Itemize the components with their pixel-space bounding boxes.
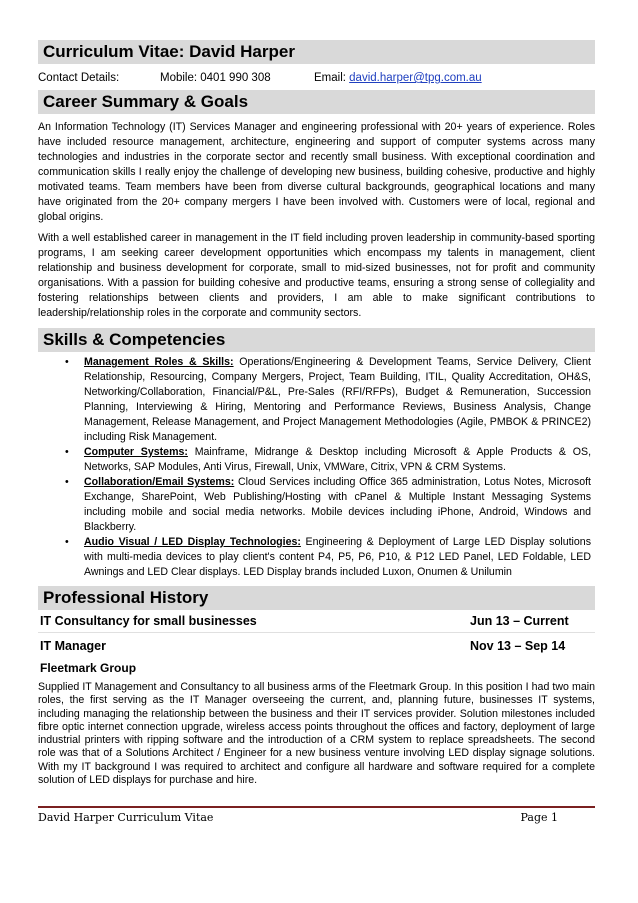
- skill-label: Audio Visual / LED Display Technologies:: [84, 536, 301, 548]
- skill-item: [38, 475, 591, 535]
- email-label: Email:: [314, 72, 350, 84]
- skill-label: Collaboration/Email Systems:: [84, 476, 235, 488]
- bullet-icon: •: [65, 356, 69, 368]
- footer-page-number: Page 1: [520, 811, 558, 824]
- career-summary-heading: Career Summary & Goals: [38, 90, 595, 114]
- role-dates: Nov 13 – Sep 14: [470, 639, 566, 653]
- bullet-icon: •: [65, 536, 69, 548]
- contact-label: Contact Details:: [38, 72, 120, 84]
- role-title: IT Manager: [40, 639, 106, 653]
- page-title: Curriculum Vitae: David Harper: [38, 40, 595, 64]
- page-footer: [38, 811, 558, 824]
- footer-doc-name: David Harper Curriculum Vitae: [38, 811, 214, 824]
- skill-text: Cloud Services including Office 365 administration, Lotus Notes, Microsoft Exchange, SharePoint, Web Publishing/Hosting with cPanel & Multiple Instant Messaging Systems including mobile and social media networks. Mobile devices including iPhone, Android, Windows and Blackberry.: [84, 476, 591, 533]
- skill-text: Mainframe, Midrange & Desktop including Microsoft & Apple Products & OS, Networks, SAP Modules, Anti Virus, Firewall, Unix, VMWare, Citrix, VPN & CRM Systems.: [84, 446, 592, 473]
- skill-label: Management Roles & Skills:: [84, 356, 234, 368]
- bullet-icon: •: [65, 446, 69, 458]
- summary-paragraph-1: An Information Technology (IT) Services Manager and engineering professional with 20+ years of experience. Roles have included resource management, architecture, engineering and support of computer systems across many technologies and industries in the corporate sector and recently small business. With exceptional coordination and communication skills I really enjoy the challenge of developing new business, building cohesive, productive and highly motivated teams. Team members have been from diverse cultural backgrounds, geographical locations and many have originated from the 20+ company mergers I have been involved with. Customers were of local, regional and global origins.: [38, 121, 595, 223]
- skill-item: [38, 445, 591, 475]
- cv-page: [38, 40, 595, 787]
- role-title: IT Consultancy for small businesses: [40, 614, 257, 628]
- skill-label: Computer Systems:: [84, 446, 188, 458]
- skills-list: [38, 355, 595, 580]
- role-row: [38, 610, 595, 633]
- email-block: [314, 72, 482, 84]
- skill-item: [38, 355, 591, 445]
- bullet-icon: •: [65, 476, 69, 488]
- skill-text: Operations/Engineering & Development Teams, Service Delivery, Client Relationship, Resourcing, Company Mergers, Project, Team Building, ITIL, Quality Accreditation, OH&S, Networking/Collaboration, Financial/P&L, Pre-Sales (RFI/RFPs), Budget & Remuneration, Succession Planning, Interviewing & Hiring, Mentoring and Performance Reviews, Business Analysis, Change Management, Release Management, and Project Management Methodologies (Agile, PMBOK & PRINCE2) including Risk Management.: [84, 356, 591, 443]
- email-link[interactable]: david.harper@tpg.com.au: [349, 72, 482, 84]
- footer-divider: [38, 806, 595, 808]
- company-name: Fleetmark Group: [40, 661, 137, 675]
- skill-item: [38, 535, 591, 580]
- role-dates: Jun 13 – Current: [470, 614, 569, 628]
- summary-paragraph-2: With a well established career in management in the IT field including proven leadership in community-based sporting programs, I am seeking career development opportunities which encompass my talents in management, client relationship and business development for corporate, small to mid-sized businesses, not for profit and community organisations. With a passion for building cohesive and productive teams, ensuring a strong sense of collegiality and fostering relationships between clients and providers, I am able to make significant contributions to leadership/relationship roles in the corporate and community sectors.: [38, 232, 595, 319]
- role-row: [38, 635, 595, 657]
- skill-text: Engineering & Deployment of Large LED Display solutions with multi-media devices to play client's content P4, P5, P6, P10, & P12 LED Panel, LED Foldable, LED Awnings and LED Clear displays. LED Display brands included Luxon, Onumen & Unilumin: [84, 536, 591, 578]
- professional-history-heading: Professional History: [38, 586, 595, 610]
- role-description: Supplied IT Management and Consultancy to all business arms of the Fleetmark Group. In this position I had two main roles, the first serving as the IT Manager overseeing the current, and, planning future, businesses IT systems, including managing the relationship between the business and their IT services provider. Solution milestones included fibre optic internet connection upgrade, wireless access points throughout the offices and factory, deployment of large industrial printers with ripping software and the introduction of a CRM system to replace spreadsheets. The second role was that of a Solutions Architect / Engineer for a new business venture involving LED display signage solutions. With my IT background I was required to architect and configure all hardware and software required for a complete solution of LED displays for purchase and hire.: [38, 681, 595, 787]
- skills-heading: Skills & Competencies: [38, 328, 595, 352]
- contact-details: [38, 68, 595, 88]
- mobile-number: Mobile: 0401 990 308: [160, 72, 271, 84]
